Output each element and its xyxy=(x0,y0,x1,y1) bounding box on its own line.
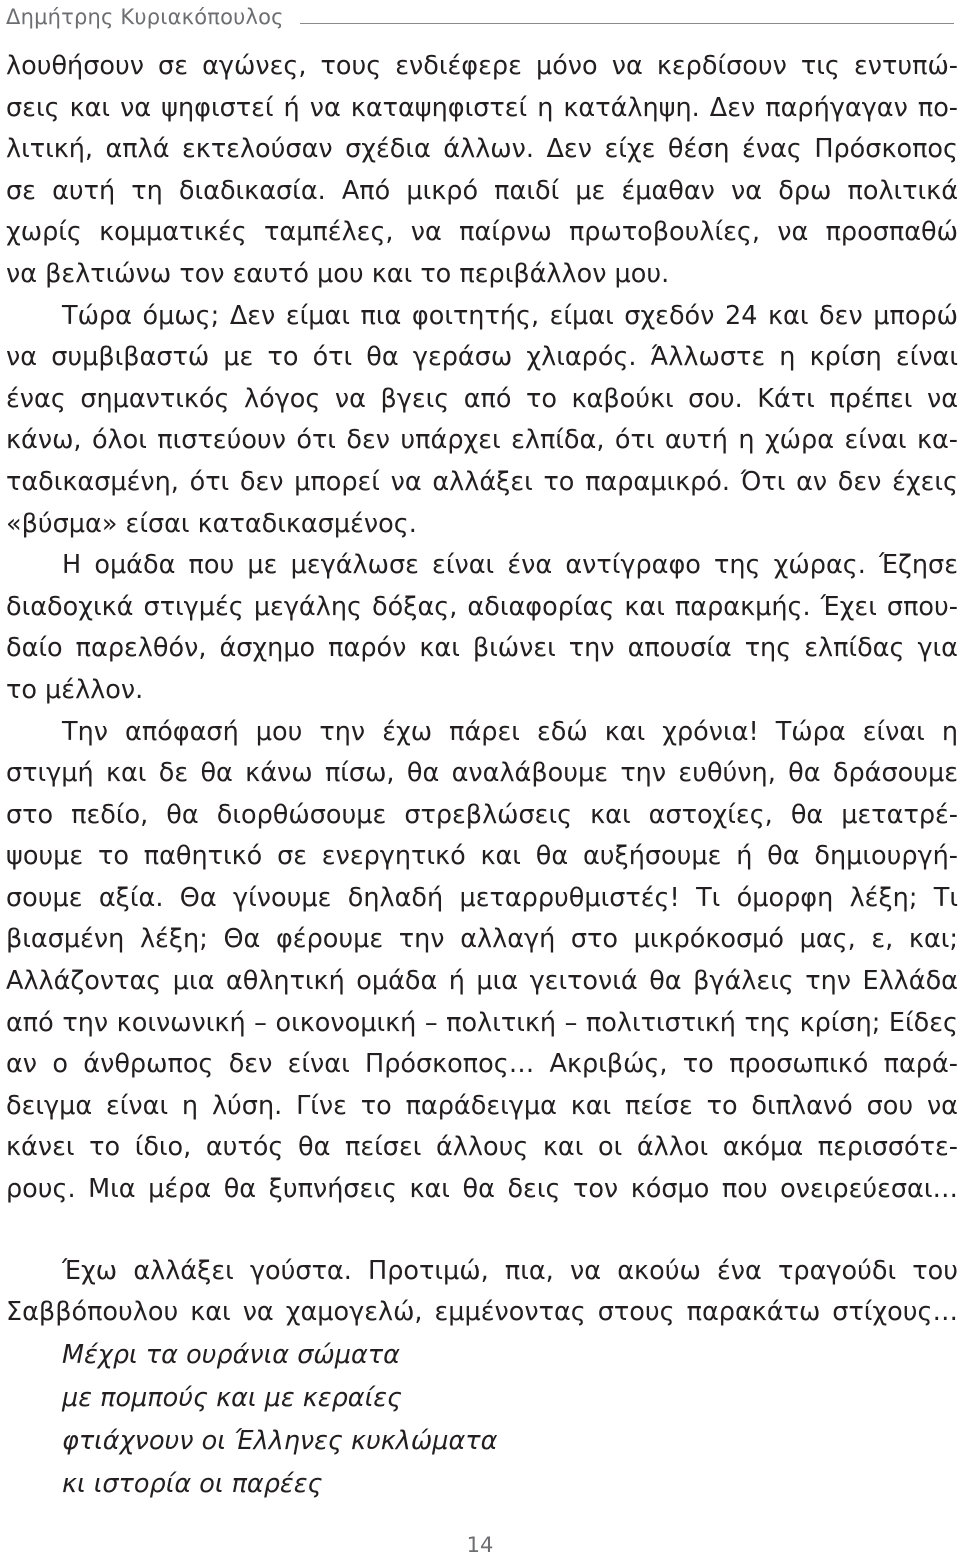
text-line: αν ο άνθρωπος δεν είναι Πρόσκοπος… Ακριβώς, το προσωπικό παρά- xyxy=(6,1049,958,1080)
text-line: στο πεδίο, θα διορθώσουμε στρεβλώσεις και αστοχίες, θα μετατρέ- xyxy=(6,799,958,830)
text-line: σουμε αξία. Θα γίνουμε δηλαδή μεταρρυθμιστές! Τι όμορφη λέξη; Τι xyxy=(6,882,958,913)
poem-line: με πομπούς και με κεραίες xyxy=(62,1382,402,1413)
text-line: χωρίς κομματικές ταμπέλες, να παίρνω πρωτοβουλίες, να προσπαθώ xyxy=(6,217,958,248)
running-header xyxy=(6,0,954,30)
paragraph-gap xyxy=(6,1211,958,1251)
poem-line: Μέχρι τα ουράνια σώματα xyxy=(62,1339,400,1370)
text-line: Η ομάδα που με μεγάλωσε είναι ένα αντίγραφο της χώρας. Έζησε xyxy=(62,550,958,581)
text-line: Τώρα όμως; Δεν είμαι πια φοιτητής, είμαι σχεδόν 24 και δεν μπορώ xyxy=(62,300,958,331)
text-line: Σαββόπουλου και να χαμογελώ, εμμένοντας στους παρακάτω στίχους… xyxy=(6,1297,958,1328)
text-line: «βύσμα» είσαι καταδικασμένος. xyxy=(6,508,417,539)
text-line: λιτική, απλά εκτελούσαν σχέδια άλλων. Δεν είχε θέση ένας Πρόσκοπος xyxy=(6,134,958,165)
text-line: δειγμα είναι η λύση. Γίνε το παράδειγμα και πείσε το διπλανό σου να xyxy=(6,1090,958,1121)
text-line: κάνω, όλοι πιστεύουν ότι δεν υπάρχει ελπίδα, ότι αυτή η χώρα είναι κα- xyxy=(6,425,958,456)
text-line: Την απόφασή μου την έχω πάρει εδώ και χρόνια! Τώρα είναι η xyxy=(62,716,958,747)
poem-verse xyxy=(6,1334,958,1506)
text-line: κάνει το ίδιο, αυτός θα πείσει άλλους και οι άλλοι ακόμα περισσότε- xyxy=(6,1132,958,1163)
text-line: διαδοχικά στιγμές μεγάλης δόξας, αδιαφορίας και παρακμής. Έχει σπου- xyxy=(6,591,958,622)
poem-line: κι ιστορία οι παρέες xyxy=(62,1468,323,1499)
poem-line: φτιάχνουν οι Έλληνες κυκλώματα xyxy=(62,1425,498,1456)
text-line: δαίο παρελθόν, άσχημο παρόν και βιώνει την απουσία της ελπίδας για xyxy=(6,633,958,664)
text-line: σε αυτή τη διαδικασία. Από μικρό παιδί με έμαθαν να δρω πολιτικά xyxy=(6,175,958,206)
text-line: ένας σημαντικός λόγος να βγεις από το καβούκι σου. Κάτι πρέπει να xyxy=(6,383,958,414)
header-rule xyxy=(300,23,954,24)
text-line: σεις και να ψηφιστεί ή να καταψηφιστεί η κατάληψη. Δεν παρήγαγαν πο- xyxy=(6,92,958,123)
text-line: ψουμε το παθητικό σε ενεργητικό και θα αυξήσουμε ή θα δημιουργή- xyxy=(6,841,958,872)
text-line: λουθήσουν σε αγώνες, τους ενδιέφερε μόνο να κερδίσουν τις εντυπώ- xyxy=(6,51,958,81)
text-line: από την κοινωνική – οικονομική – πολιτική – πολιτιστική της κρίση; Είδες xyxy=(6,1007,958,1038)
text-line: ταδικασμένη, ότι δεν μπορεί να αλλάξει το παραμικρό. Ότι αν δεν έχεις xyxy=(6,466,958,497)
text-line: να βελτιώνω τον εαυτό μου και το περιβάλλον μου. xyxy=(6,258,670,289)
header-author: Δημήτρης Κυριακόπουλος xyxy=(6,5,284,29)
page-number: 14 xyxy=(466,1533,494,1557)
text-line: στιγμή και δε θα κάνω πίσω, θα αναλάβουμε την ευθύνη, θα δράσουμε xyxy=(6,758,958,789)
text-line: Αλλάζοντας μια αθλητική ομάδα ή μια γειτονιά θα βγάλεις την Ελλάδα xyxy=(6,966,958,997)
text-line: το μέλλον. xyxy=(6,674,144,705)
text-line: να συμβιβαστώ με το ότι θα γεράσω χλιαρός. Άλλωστε η κρίση είναι xyxy=(6,342,958,373)
text-line: βιασμένη λέξη; Θα φέρουμε την αλλαγή στο μικρόκοσμό μας, ε, και; xyxy=(6,924,958,955)
body-text xyxy=(6,46,958,1506)
text-line: ρους. Μια μέρα θα ξυπνήσεις και θα δεις τον κόσμο που ονειρεύεσαι… xyxy=(6,1174,958,1205)
text-line: Έχω αλλάξει γούστα. Προτιμώ, πια, να ακούω ένα τραγούδι του xyxy=(62,1255,958,1286)
